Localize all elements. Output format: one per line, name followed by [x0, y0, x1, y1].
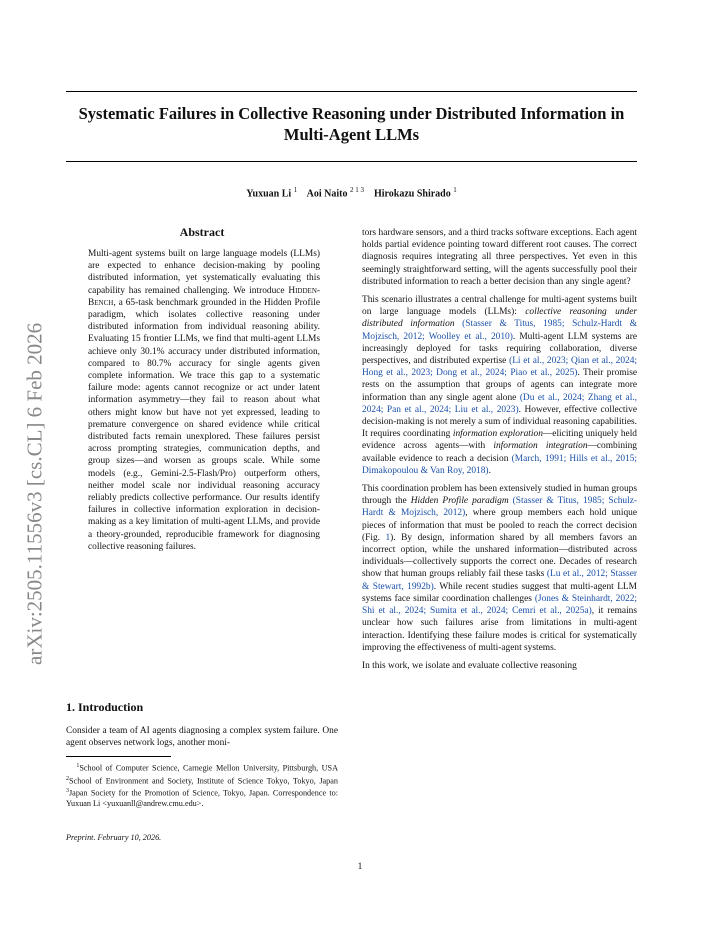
author-name: Yuxuan Li	[246, 188, 292, 200]
author-affiliation-mark: 2 1 3	[349, 186, 364, 194]
intro-paragraph: Consider a team of AI agents diagnosing a complex system failure. One agent observes network logs, another moni-	[66, 726, 338, 749]
paragraph-text: ). By design, information shared by all members favors an incorrect option, while the unshared information—distributed across individuals—collectively supports the correct one. Decades of research show that human groups reliably fail these tasks	[362, 532, 637, 580]
paragraph-text: , where group members each hold unique pieces of information that must be pooled to reach the correct decision (Fig.	[362, 508, 637, 543]
affiliation-text: School of Computer Science, Carnegie Mellon University, Pittsburgh, USA	[79, 763, 339, 773]
abstract-text: Multi-agent systems built on large language models (LLMs) are expected to enhance decision-making by pooling distributed information, yet systematically evaluating this capability has remained challenging. We introduce	[88, 249, 320, 296]
citation-link[interactable]: (Li et al., 2023; Qian et al., 2024; Hong et al., 2023; Dong et al., 2024; Piao et al., 2025)	[362, 356, 638, 379]
footnote-mark: 3	[66, 788, 69, 795]
paragraph-text: .	[488, 465, 491, 476]
paragraph: In this work, we isolate and evaluate collective reasoning	[362, 660, 577, 671]
abstract-text: , a 65-task benchmark grounded in the Hidden Profile paradigm, which isolates collective reasoning under distributed information from individual reasoning ability. Evaluating 15 frontier LLMs, we find that multi-agent LLMs achieve only 30.1% accuracy under distributed information, compared to 80.7% accuracy for single agents given complete information. We trace this gap to a systematic failure mode: agents cannot recognize or act under latent information asymmetry—they fail to reason about what others might know but have not yet expressed, leading to premature convergence on shared evidence while critical distributed facts remain unexplored. These failures persist across prompting strategies, communication depths, and group sizes—and worsen as groups scale. While some models (e.g., Gemini-2.5-Flash/Pro) outperform others, neither model scale nor individual reasoning accuracy reliably predicts collective performance. Our results identify failures in collective information exploration in decision-making as a key limitation of multi-agent LLMs, and provide a theory-grounded, reproducible framework for diagnosing collective reasoning failures.	[88, 297, 320, 552]
paragraph-text: . Multi-agent LLM systems are increasingly deployed for tasks requiring collaboration, diverse perspectives, and distributed expertise	[362, 331, 638, 367]
paragraph-text: . Their promise rests on the assumption that groups of agents can integrate more information than any single agent alone	[362, 368, 637, 403]
citation-link[interactable]: (Du et al., 2024; Zhang et al., 2024; Pan et al., 2024; Liu et al., 2023)	[362, 392, 638, 415]
figure-link[interactable]: 1	[385, 532, 391, 543]
citation-link[interactable]: (Stasser & Titus, 1985; Schulz-Hardt & Mojzisch, 2012)	[362, 496, 638, 519]
emphasis-text: information exploration	[452, 429, 543, 440]
title-bottom-rule	[66, 161, 637, 162]
author-affiliation-mark: 1	[293, 186, 298, 194]
paragraph-text: , it remains unclear how such failures arise from limitations in multi-agent interaction. Identifying these failure modes is critical for systematically improving the effectiveness of multi-agent systems.	[362, 606, 638, 653]
preprint-note: Preprint. February 10, 2026.	[66, 833, 162, 842]
page-number: 1	[357, 862, 363, 872]
emphasis-text: information integration	[493, 441, 588, 452]
author-list	[66, 184, 637, 200]
affiliation-text: Japan Society for the Promotion of Science, Tokyo, Japan. Correspondence to: Yuxuan Li <yuxuanll@andrew.cmu.edu>.	[66, 789, 338, 809]
paper-title: Systematic Failures in Collective Reasoning under Distributed Information in Multi-Agent LLMs	[78, 104, 625, 144]
abstract-heading: Abstract	[179, 225, 225, 239]
paragraph-text: —combining available evidence to reach a decision	[362, 441, 637, 464]
paragraph-text: . While recent studies suggest that multi-agent LLM systems face similar coordination challenges	[362, 581, 637, 604]
benchmark-name: Hidden-Bench	[88, 285, 320, 308]
citation-link[interactable]: (Jones & Steinhardt, 2022; Shi et al., 2024; Sumita et al., 2024; Cemri et al., 2025a)	[362, 593, 638, 617]
paragraph	[362, 483, 637, 654]
footnote-mark: 2	[66, 775, 69, 782]
arxiv-stamp: arXiv:2505.11556v3 [cs.CL] 6 Feb 2026	[22, 322, 47, 665]
paragraph-text: —eliciting uniquely held evidence across agents—with	[362, 429, 637, 452]
emphasis-text: collective reasoning under distributed information	[362, 307, 637, 330]
paragraph-text: This coordination problem has been extensively studied in human groups through the	[362, 484, 637, 507]
paragraph-text: This scenario illustrates a central challenge for multi-agent systems built on large language models (LLMs):	[362, 295, 637, 318]
affiliations-footnote	[66, 761, 338, 809]
paragraph: tors hardware sensors, and a third tracks software exceptions. Each agent holds partial evidence pointing toward different root causes. The correct diagnosis requires integrating all three perspectives. Yet even in this seemingly straightforward setting, will the agents successfully pool their distributed information to reach a better decision than any single agent?	[362, 228, 637, 287]
paragraph	[362, 294, 637, 477]
author-name: Aoi Naito	[306, 188, 348, 200]
paragraph-text: . However, effective collective decision-making is not merely a sum of individual reasoning capabilities. It requires coordinating	[362, 404, 637, 440]
footnote-rule	[66, 756, 171, 757]
author-affiliation-mark: 1	[453, 186, 457, 194]
section-heading: 1. Introduction	[66, 700, 144, 714]
abstract-body	[88, 248, 320, 553]
citation-link[interactable]: (March, 1991; Hills et al., 2015; Dimakopoulou & Van Roy, 2018)	[362, 453, 637, 476]
footnote-mark: 1	[76, 763, 80, 769]
right-column	[362, 227, 637, 678]
title-top-rule	[66, 91, 637, 92]
citation-link[interactable]: (Lu et al., 2012; Stasser & Stewart, 1992b)	[362, 569, 637, 592]
author-name: Hirokazu Shirado	[373, 188, 451, 200]
citation-link[interactable]: (Stasser & Titus, 1985; Schulz-Hardt & Mojzisch, 2012; Woolley et al., 2010)	[362, 319, 637, 342]
emphasis-text: Hidden Profile paradigm	[410, 496, 509, 507]
affiliation-text: School of Environment and Society, Institute of Science Tokyo, Tokyo, Japan	[69, 776, 338, 786]
